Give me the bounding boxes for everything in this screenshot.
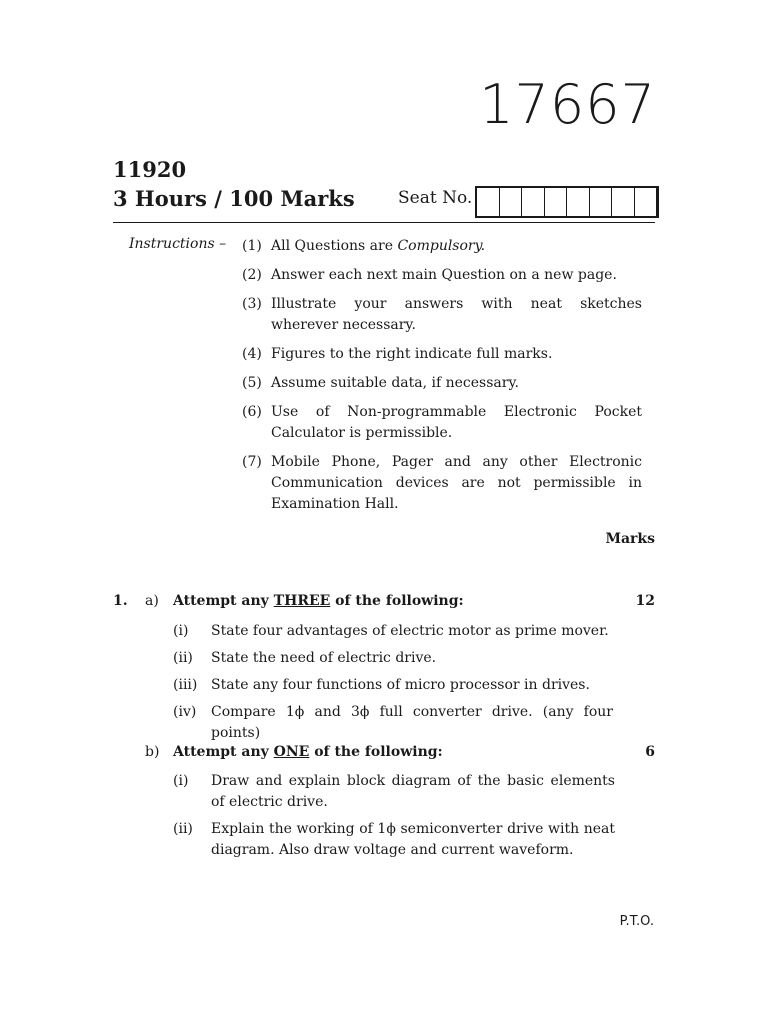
instruction-item: [242, 402, 642, 444]
sub-question-text: Draw and explain block diagram of the basic elements of electric drive.: [211, 773, 615, 810]
instruction-item: [242, 373, 642, 394]
instruction-number: (1): [242, 238, 262, 254]
seat-box[interactable]: [612, 188, 635, 216]
instruction-text: All Questions are Compulsory.: [271, 238, 486, 254]
sub-question-number: (ii): [173, 650, 193, 666]
instruction-text: Assume suitable data, if necessary.: [271, 375, 519, 391]
sub-question-text: Explain the working of 1ϕ semiconverter drive with neat diagram. Also draw voltage and current waveform.: [211, 821, 615, 858]
sub-question-number: (iv): [173, 704, 197, 720]
sub-question-number: (i): [173, 773, 189, 789]
question-number: 1.: [113, 593, 128, 609]
part-a-questions: [173, 621, 613, 750]
part-b-marks: 6: [645, 744, 655, 760]
part-a-marks: 12: [635, 593, 655, 609]
sub-question: [173, 819, 615, 861]
sub-question-text: State four advantages of electric motor as prime mover.: [211, 623, 609, 639]
sub-question-number: (i): [173, 623, 189, 639]
instruction-text: Illustrate your answers with neat sketches wherever necessary.: [271, 296, 642, 333]
instruction-item: [242, 452, 642, 515]
seat-number-boxes[interactable]: [475, 186, 659, 218]
sub-question-text: State the need of electric drive.: [211, 650, 437, 666]
sub-question-number: (iii): [173, 677, 198, 693]
sub-question: [173, 648, 613, 669]
header-divider: [113, 222, 655, 223]
instruction-item: [242, 236, 642, 257]
sub-question: [173, 675, 613, 696]
part-b-questions: [173, 771, 615, 867]
sub-question-number: (ii): [173, 821, 193, 837]
seat-box[interactable]: [522, 188, 545, 216]
instruction-number: (6): [242, 404, 262, 420]
instruction-item: [242, 344, 642, 365]
sub-question-text: Compare 1ϕ and 3ϕ full converter drive. (any four points): [211, 704, 613, 741]
sub-question: [173, 771, 615, 813]
instruction-number: (2): [242, 267, 262, 283]
seat-box[interactable]: [567, 188, 590, 216]
seat-box[interactable]: [590, 188, 613, 216]
part-a-keyword: THREE: [273, 593, 331, 609]
seat-number-label: Seat No.: [398, 188, 473, 208]
part-a-label: a): [145, 593, 159, 609]
part-a-heading: Attempt any THREE of the following:: [173, 593, 464, 609]
instructions-list: [242, 236, 642, 523]
marks-column-heading: Marks: [605, 531, 655, 547]
instructions-label: Instructions –: [129, 236, 227, 252]
instruction-text: Mobile Phone, Pager and any other Electronic Communication devices are not permissible in Examination Hall.: [271, 454, 642, 512]
part-b-keyword: ONE: [273, 744, 310, 760]
part-b-label: b): [145, 744, 160, 760]
sub-question-text: State any four functions of micro processor in drives.: [211, 677, 590, 693]
instruction-text: Use of Non-programmable Electronic Pocket Calculator is permissible.: [271, 404, 642, 441]
instruction-number: (4): [242, 346, 262, 362]
subject-code: 11920: [113, 157, 187, 182]
instruction-number: (5): [242, 375, 262, 391]
sub-question: [173, 702, 613, 744]
instruction-number: (7): [242, 454, 262, 470]
paper-code: 17667: [479, 73, 656, 136]
please-turn-over: P.T.O.: [619, 914, 654, 929]
seat-box[interactable]: [500, 188, 523, 216]
sub-question: [173, 621, 613, 642]
part-b-heading: Attempt any ONE of the following:: [173, 744, 443, 760]
duration-and-marks: 3 Hours / 100 Marks: [113, 186, 355, 211]
seat-box[interactable]: [477, 188, 500, 216]
instruction-text: Figures to the right indicate full marks.: [271, 346, 553, 362]
seat-box[interactable]: [635, 188, 657, 216]
instruction-item: [242, 265, 642, 286]
instruction-number: (3): [242, 296, 262, 312]
seat-box[interactable]: [545, 188, 568, 216]
instruction-text: Answer each next main Question on a new page.: [271, 267, 617, 283]
compulsory-emphasis: Compulsory.: [397, 238, 486, 254]
instruction-item: [242, 294, 642, 336]
